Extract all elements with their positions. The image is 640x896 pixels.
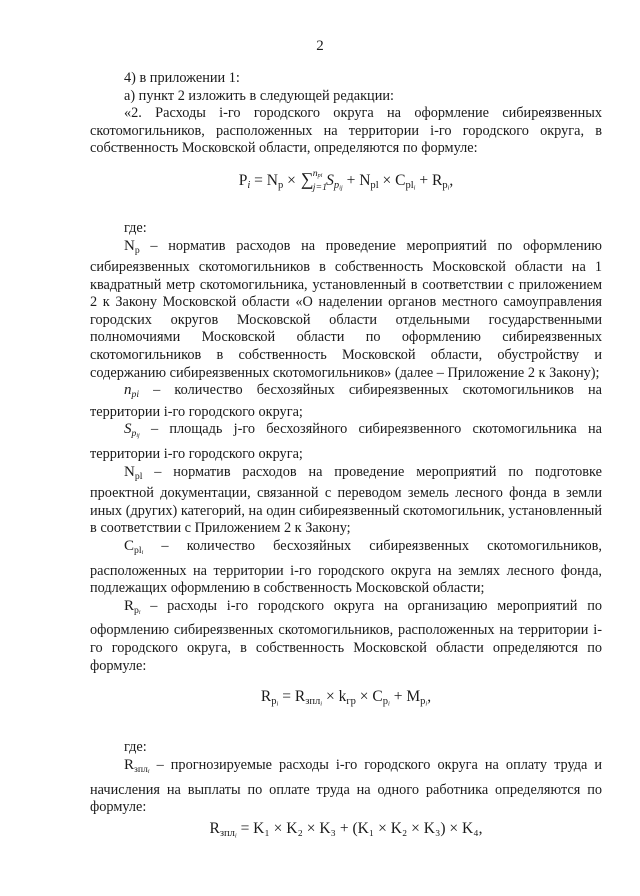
def-np — [90, 238, 602, 383]
point-2-text: «2. Расходы i-го городского округа на оформление сибиреязвенных скотомогильников, расположенных на территории i-го городского округа, в собственность Московской области, определяются по формуле: — [90, 105, 602, 157]
def-cpl-text: – количество бесхозяйных сибиреязвенных скотомогильников, расположенных на территории i-го городского округа на землях лесного фонда, подлежащих оформлению в собственность Московской области; — [90, 537, 602, 597]
f1-eq: = — [250, 171, 267, 189]
def-rp-symbol: R — [124, 597, 135, 614]
f2-plus: + — [389, 687, 407, 705]
def-s-sub2: ij — [136, 433, 140, 440]
def-np-symbol: N — [124, 237, 135, 254]
f1-p-sub: i — [247, 180, 251, 192]
f2-k: k — [338, 687, 347, 705]
f1-p: P — [238, 171, 248, 189]
def-npl — [90, 464, 602, 538]
f3-r: R — [209, 820, 220, 838]
formula-pi — [90, 158, 602, 210]
def-np-sub: p — [134, 244, 140, 256]
document-body — [90, 70, 602, 849]
f3-r-sub2: i — [234, 832, 237, 840]
def-rp-text: – расходы i-го городского округа на организацию мероприятий по оформлению сибиреязвенных скотомогильников, расположенных на территории i-го городского округа, в собственность Московской области определяются по формуле: — [90, 597, 602, 674]
def-s-symbol: S — [124, 421, 132, 438]
def-n-pi — [90, 382, 602, 421]
f2-times2: × — [355, 687, 373, 705]
def-rp-sub: p — [134, 604, 139, 616]
f1-npl: N — [359, 171, 371, 189]
def-c-pli — [90, 538, 602, 598]
f3-r-sub: зпл — [219, 828, 235, 840]
f1-plus: + — [342, 171, 360, 189]
f1-times2: × — [378, 171, 396, 189]
def-np-text: – норматив расходов на проведение мероприятий по оформлению сибиреязвенных скотомогильников в собственность Московской области на 1 квадратный метр скотомогильника, установленный в соответствии с приложением 2 к Закону Московской области «О наделении органов местного самоуправления городских округов Московской области отдельными государственными полномочиями Московской области по оформлению сибиреязвенных скотомогильников в собственность Московской области, обустройству и содержанию сибиреязвенных скотомогильников» (далее – Приложение 2 к Закону); — [90, 237, 602, 381]
def-r-pi — [90, 598, 602, 675]
f1-sum-symbol: ∑ — [300, 168, 314, 189]
f1-times: × — [283, 171, 300, 189]
f2-c: C — [372, 687, 383, 705]
f2-comma: , — [427, 687, 432, 705]
def-rzpl-symbol: R — [124, 756, 135, 773]
item-4: 4) в приложении 1: — [124, 70, 240, 86]
page-number: 2 — [316, 38, 324, 54]
f1-sum-top-sub: pi — [317, 173, 323, 180]
f1-r-sub2: i — [447, 184, 450, 192]
f1-np-sub: p — [277, 180, 284, 192]
def-s-text: – площадь j-го бесхозяйного сибиреязвенного скотомогильника на территории i-го городского округа; — [90, 421, 602, 463]
f1-c-sub: pl — [405, 180, 414, 192]
f2-eq: = — [278, 687, 295, 705]
f1-c-sub2: i — [413, 184, 416, 192]
f2-c-sub: p — [382, 695, 389, 707]
f2-m: M — [406, 687, 421, 705]
f2-m-sub: p — [420, 695, 426, 707]
f1-r-sub: p — [442, 180, 448, 192]
f1-s-sub2: ij — [339, 184, 343, 192]
f1-sum — [300, 167, 327, 193]
f1-np: N — [266, 171, 278, 189]
def-rzpl-sub: зпл — [134, 763, 148, 775]
def-npl-symbol: N — [124, 463, 135, 480]
f1-s-sub: p — [333, 180, 340, 192]
f1-c: C — [395, 171, 406, 189]
f2-times: × — [322, 687, 339, 705]
formula-rzpl — [90, 817, 602, 849]
f2-c-sub2: i — [388, 700, 390, 708]
def-npl-text: – норматив расходов на проведение мероприятий по подготовке проектной документации, связанной с переводом земель лесного фонда в земли иных (других) категорий, на один сибиреязвенный скотомогильник, установленный в соответствии с Приложением 2 к Закону; — [90, 463, 602, 537]
f2-r2-sub: зпл — [305, 695, 321, 707]
f1-sum-bottom: j=1 — [312, 181, 327, 193]
f2-k-sub: гр — [346, 695, 356, 707]
def-cpl-sub2: i — [141, 550, 144, 556]
where-label-1: где: — [124, 219, 147, 236]
def-rzpl-text: – прогнозируемые расходы i-го городского округа на оплату труда и начисления на выплаты по оплате труда на одного работника определяются по формуле: — [90, 756, 602, 816]
def-n-text: – количество бесхозяйных сибиреязвенных скотомогильников на территории i-го городского округа; — [90, 382, 602, 420]
f2-r2: R — [294, 687, 306, 705]
f1-s: S — [326, 171, 334, 189]
f1-npl-sub: pl — [370, 180, 379, 192]
f2-r-sub2: i — [276, 700, 279, 708]
def-s-pij — [90, 421, 602, 463]
f1-r: R — [431, 171, 443, 189]
f1-plus2: + — [415, 171, 432, 189]
f2-r: R — [260, 687, 272, 705]
f2-m-sub2: i — [425, 700, 428, 708]
def-cpl-symbol: C — [124, 537, 135, 554]
f1-sum-top-n: n — [312, 167, 318, 179]
f3-rhs: = K₁ × K₂ × K₃ + (K₁ × K₂ × K₃) × K₄, — [236, 820, 483, 838]
f2-r2-sub2: i — [320, 700, 323, 708]
where-label-2: где: — [124, 739, 147, 756]
formula-rpi — [90, 675, 602, 725]
def-npl-sub: pl — [134, 470, 143, 482]
def-n-sub: pi — [131, 389, 140, 401]
def-rp-sub2: i — [138, 609, 141, 616]
def-r-zpl — [90, 757, 602, 817]
f2-r-sub: p — [271, 695, 277, 707]
f1-comma: , — [449, 171, 454, 189]
def-s-sub: p — [131, 428, 137, 440]
subitem-a: а) пункт 2 изложить в следующей редакции: — [124, 87, 394, 104]
def-n-symbol: n — [124, 382, 132, 399]
def-cpl-sub: pl — [134, 544, 142, 556]
def-rzpl-sub2: i — [147, 768, 150, 775]
